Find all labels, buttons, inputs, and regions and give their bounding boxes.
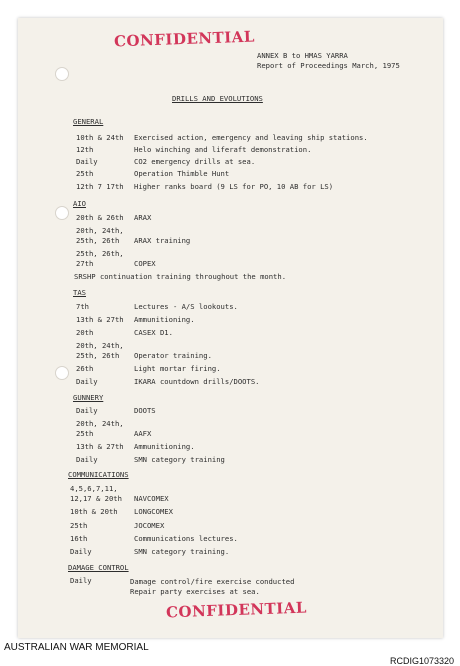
confidential-stamp-top: CONFIDENTIAL bbox=[113, 27, 256, 51]
row-desc: Lectures - A/S lookouts. bbox=[134, 302, 238, 311]
row-desc: Light mortar firing. bbox=[134, 364, 221, 373]
row-date: 10th & 20th bbox=[70, 507, 118, 516]
row-desc: Communications lectures. bbox=[134, 534, 238, 543]
row-desc: AAFX bbox=[134, 429, 152, 438]
row-date: 7th bbox=[76, 302, 89, 311]
row-desc: Helo winching and liferaft demonstration. bbox=[134, 145, 312, 154]
row-desc: NAVCOMEX bbox=[134, 494, 169, 503]
row-desc: ARAX bbox=[134, 213, 152, 222]
row-desc: Operator training. bbox=[134, 351, 212, 360]
row-desc: Exercised action, emergency and leaving ship stations. bbox=[134, 133, 368, 142]
row-desc: CASEX D1. bbox=[134, 328, 173, 337]
footer-id: RCDIG1073320 bbox=[389, 656, 454, 666]
footer-source: AUSTRALIAN WAR MEMORIAL bbox=[4, 642, 149, 653]
row-desc: CO2 emergency drills at sea. bbox=[134, 157, 256, 166]
row-desc: LONGCOMEX bbox=[134, 507, 173, 516]
row-desc: Ammunitioning. bbox=[134, 315, 195, 324]
row-date: 12th bbox=[76, 145, 94, 154]
section-note: SRSHP continuation training throughout the month. bbox=[74, 272, 287, 281]
row-desc: SMN category training. bbox=[134, 547, 230, 556]
row-date: Daily bbox=[76, 406, 98, 415]
report-line: Report of Proceedings March, 1975 bbox=[257, 61, 400, 70]
row-date: Daily bbox=[70, 576, 92, 585]
row-desc: Ammunitioning. bbox=[134, 442, 195, 451]
row-date: 25th, 26th bbox=[76, 236, 120, 245]
row-desc: DOOTS bbox=[134, 406, 156, 415]
row-date: 25th bbox=[76, 169, 94, 178]
annex-line: ANNEX B to HMAS YARRA bbox=[257, 51, 348, 60]
row-date: 16th bbox=[70, 534, 88, 543]
row-desc: ARAX training bbox=[134, 236, 191, 245]
section-heading-tas: TAS bbox=[73, 288, 86, 297]
row-date: 25th bbox=[70, 521, 88, 530]
section-heading-general: GENERAL bbox=[73, 117, 104, 126]
row-date: 20th, 24th, bbox=[76, 226, 124, 235]
row-date: 13th & 27th bbox=[76, 442, 124, 451]
section-heading-communications: COMMUNICATIONS bbox=[68, 470, 129, 479]
row-desc: Damage control/fire exercise conducted bbox=[130, 577, 295, 586]
punch-hole bbox=[55, 366, 69, 380]
section-heading-gunnery: GUNNERY bbox=[73, 393, 104, 402]
row-date: 25th, 26th, bbox=[76, 249, 124, 258]
row-date: 25th bbox=[76, 429, 94, 438]
punch-hole bbox=[55, 206, 69, 220]
row-date: 20th, 24th, bbox=[76, 419, 124, 428]
row-desc: JOCOMEX bbox=[134, 521, 165, 530]
row-desc: Repair party exercises at sea. bbox=[130, 587, 260, 596]
row-desc: IKARA countdown drills/DOOTS. bbox=[134, 377, 260, 386]
row-date: 20th bbox=[76, 328, 94, 337]
section-heading-damage-control: DAMAGE CONTROL bbox=[68, 563, 129, 572]
row-date: 4,5,6,7,11, bbox=[70, 484, 118, 493]
row-desc: COPEX bbox=[134, 259, 156, 268]
row-date: 27th bbox=[76, 259, 94, 268]
row-desc: Operation Thimble Hunt bbox=[134, 169, 230, 178]
row-desc: SMN category training bbox=[134, 455, 225, 464]
row-date: 25th, 26th bbox=[76, 351, 120, 360]
row-date: 10th & 24th bbox=[76, 133, 124, 142]
row-date: 12,17 & 20th bbox=[70, 494, 122, 503]
row-date: 20th, 24th, bbox=[76, 341, 124, 350]
row-date: Daily bbox=[76, 157, 98, 166]
page-title: DRILLS AND EVOLUTIONS bbox=[172, 94, 263, 103]
row-date: 12th 7 17th bbox=[76, 182, 124, 191]
row-date: Daily bbox=[70, 547, 92, 556]
row-date: Daily bbox=[76, 455, 98, 464]
row-date: 26th bbox=[76, 364, 94, 373]
row-date: 20th & 26th bbox=[76, 213, 124, 222]
row-date: Daily bbox=[76, 377, 98, 386]
section-heading-aio: AIO bbox=[73, 199, 86, 208]
row-desc: Higher ranks board (9 LS for PO, 10 AB for LS) bbox=[134, 182, 334, 191]
confidential-stamp-bottom: CONFIDENTIAL bbox=[165, 598, 308, 622]
row-date: 13th & 27th bbox=[76, 315, 124, 324]
punch-hole bbox=[55, 67, 69, 81]
